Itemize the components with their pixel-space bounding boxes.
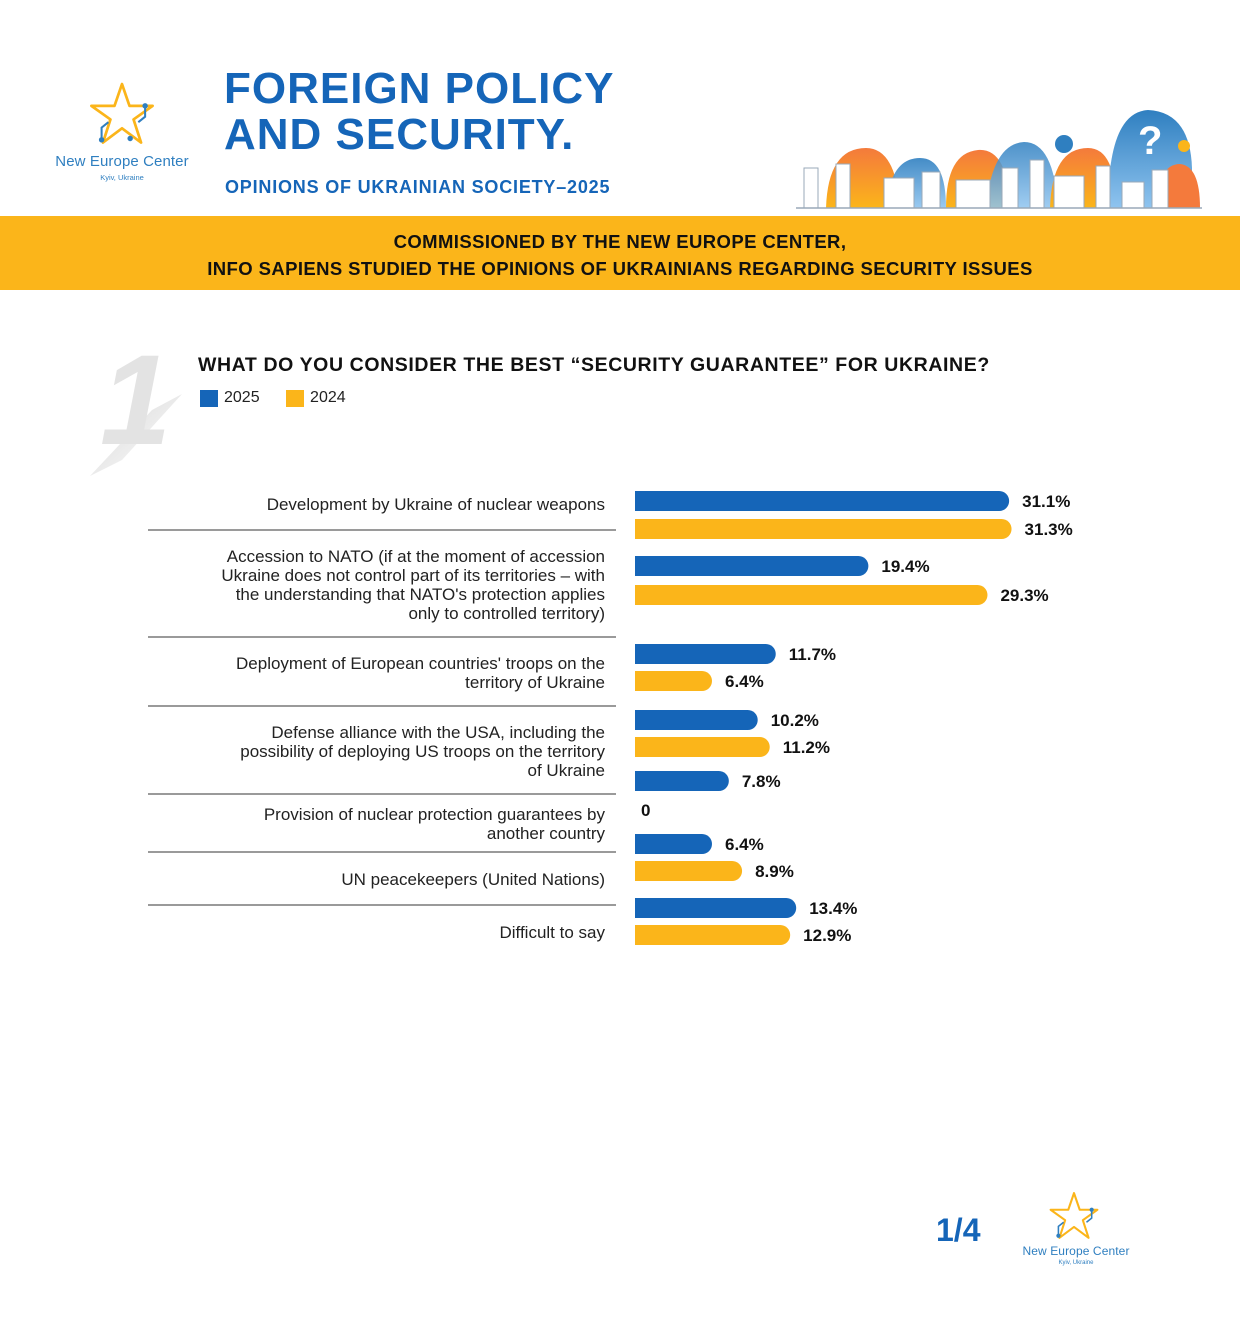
- question-number-text: 1: [100, 340, 172, 472]
- bar-value-label: 7.8%: [741, 772, 781, 791]
- bar-value-label: 13.4%: [809, 899, 858, 918]
- category-label-line: UN peacekeepers (United Nations): [341, 870, 605, 889]
- question-title: WHAT DO YOU CONSIDER THE BEST “SECURITY GUARANTEE” FOR UKRAINE?: [198, 354, 990, 376]
- bar-value-label: 12.9%: [803, 926, 852, 945]
- banner-line-2: INFO SAPIENS STUDIED THE OPINIONS OF UKRAINIANS REGARDING SECURITY ISSUES: [207, 258, 1033, 279]
- category-label-line: the understanding that NATO's protection applies: [235, 585, 605, 604]
- bar-value-label: 10.2%: [770, 711, 819, 730]
- bar-2024: [635, 861, 742, 881]
- title-line-1: FOREIGN POLICY: [224, 64, 615, 113]
- banner-line-1: COMMISSIONED BY THE NEW EUROPE CENTER,: [393, 231, 847, 252]
- bar-value-label: 6.4%: [724, 835, 764, 854]
- page-indicator: 1/4: [936, 1212, 981, 1248]
- footer-logo-name: New Europe Center: [1022, 1244, 1130, 1258]
- bar-2024: [635, 925, 790, 945]
- logo-name: New Europe Center: [55, 153, 189, 170]
- bar-value-label: 29.3%: [1000, 586, 1049, 605]
- category-label-line: Provision of nuclear protection guarantees by: [263, 805, 605, 824]
- category-label-line: Difficult to say: [499, 923, 605, 942]
- category-label-line: Development by Ukraine of nuclear weapons: [266, 495, 605, 514]
- category-label-line: possibility of deploying US troops on the territory: [240, 742, 605, 761]
- bar-2024: [635, 519, 1012, 539]
- category-label-line: Ukraine does not control part of its territories – with: [221, 566, 605, 585]
- bar-value-label: 11.7%: [788, 645, 837, 664]
- bar-2024: [635, 671, 712, 691]
- category-label-line: Defense alliance with the USA, including the: [271, 723, 605, 742]
- bar-2025: [635, 644, 776, 664]
- category-label-line: another country: [486, 824, 605, 843]
- star-logo-icon: [1048, 1190, 1100, 1242]
- bar-2025: [635, 834, 712, 854]
- bar-value-label: 8.9%: [755, 862, 794, 881]
- footer-logo-location: Kyiv, Ukraine: [1058, 1260, 1094, 1266]
- bar-value-label: 6.4%: [724, 672, 764, 691]
- bar-2024: [635, 737, 770, 757]
- bar-2024: [635, 585, 987, 605]
- title-line-2: AND SECURITY.: [224, 110, 575, 159]
- bar-value-label: 11.2%: [782, 738, 831, 757]
- bar-value-label: 0: [641, 801, 651, 820]
- logo-location: Kyiv, Ukraine: [100, 173, 144, 182]
- bar-2025: [635, 898, 796, 918]
- bar-2025: [635, 491, 1009, 511]
- category-label-line: of Ukraine: [527, 761, 605, 780]
- bar-2025: [635, 710, 758, 730]
- bar-2025: [635, 771, 729, 791]
- legend-label-2024: 2024: [310, 389, 346, 406]
- category-label-line: only to controlled territory): [408, 604, 605, 623]
- category-label-line: Accession to NATO (if at the moment of accession: [226, 547, 605, 566]
- legend-label-2025: 2025: [224, 389, 260, 406]
- bar-2025: [635, 556, 868, 576]
- bar-value-label: 31.1%: [1022, 492, 1071, 511]
- category-label-line: Deployment of European countries' troops on the: [236, 654, 605, 673]
- page-subtitle: OPINIONS OF UKRAINIAN SOCIETY–2025: [225, 177, 611, 197]
- bar-value-label: 31.3%: [1024, 520, 1073, 539]
- footer-logo: [1014, 1190, 1138, 1274]
- category-label-line: territory of Ukraine: [465, 673, 605, 692]
- bar-value-label: 19.4%: [881, 557, 930, 576]
- svg-text:?: ?: [1138, 119, 1163, 163]
